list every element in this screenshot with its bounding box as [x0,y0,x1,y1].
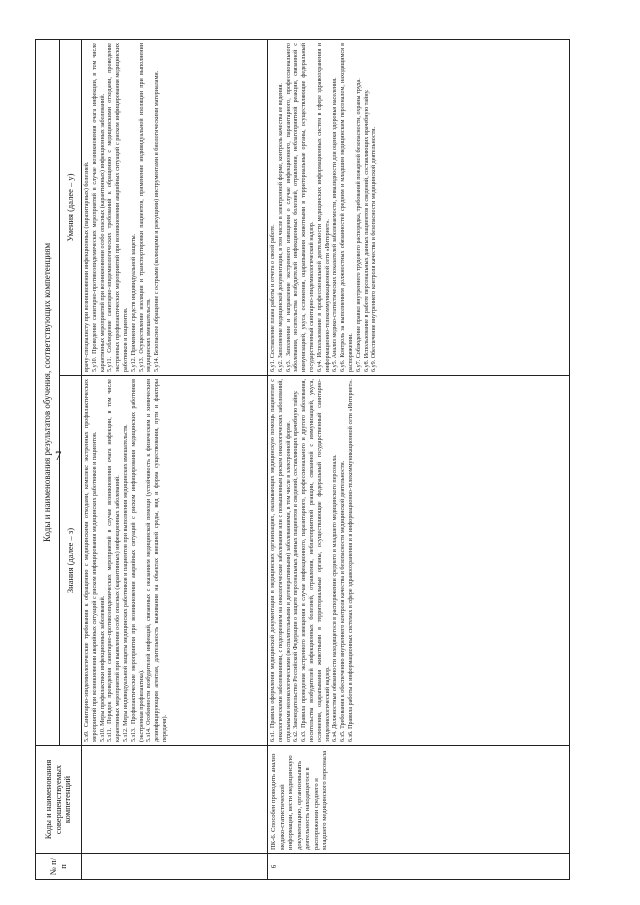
knowledge-item: 5.з13. Профилактические мероприятия при возникновении аварийных ситуаций с риском инфицирования медицинских работников (экстренная профилактика). [130,379,145,742]
header-knowledge: Знания (далее – з) [60,376,82,746]
skill-item: 5.у11. Соблюдение санитарно-эпидемиологических требований к обращению с медицинскими отходами, проведение экстренных профилактических мероприятий при возникновении аварийных ситуаций с риском инфицирования медицинских работников и пациентов. [107,43,129,372]
page-number: 7 [55,448,62,463]
row-number: 6 [268,854,570,880]
skill-item: 5.у13. Осуществление изоляции и транспортировки пациентов, применение индивидуальной изоляции при выполнении медицинских вмешательств. [138,43,153,372]
skill-item: 5.у14. Безопасное обращение с острыми (колющими и режущими) инструментами и биологическими материалами. [154,70,161,372]
skill-item: 6.у5. Анализ медико-статистических показателей заболеваемости, инвалидности для оценки здоровья населения. [332,77,339,372]
knowledge-item: 6.з2. Законодательство Российской Федерации о защите персональных данных пациентов и сведений, составляющих врачебную тайну. [293,390,300,742]
knowledge-item: 6.з6. Правила работы в информационных системах в сфере здравоохранения и в информационно-телекоммуникационной сети «Интернет». [347,379,354,742]
knowledge-item: 5.з9. Санитарно-эпидемиологические требования к обращению с медицинскими отходами, комплекс экстренных профилактических мероприятий при возникновении аварийных ситуаций с риском инфицирования медицинских работников и пациентов. [84,379,98,742]
competency-code: ПК-6. Способен проводить анализ медико-статистической информации, вести медицинскую документацию, организовывать деятельность находящегося в распоряжении среднего и младшего медицинского персонала [268,746,570,854]
knowledge-item: 6.з1. Правила оформления медицинской документации в медицинских организациях, оказывающих медицинскую помощь пациентам с онкологическими заболеваниями, с подозрением на онкологические заболевания или с повышенным риском онкологических заболеваний, отдельными неонкологическими (воспалительными и дегенеративными) заболеваниями, в том числе в электронной форме. [270,379,292,742]
skills-cell [82,40,268,376]
header-competency-code: Коды и наименования совершенствуемых компетенций [36,746,82,854]
knowledge-item: 5.з14. Особенности возбудителей инфекций, связанных с оказанием медицинской помощи (устойчивость к физическим и химическим дезинфицирующим агентам, длительность выживания на объектах внешней среды, вид и форма существования, пути и факторы передачи). [146,379,168,742]
skill-item: 6.у2. Заполнение медицинской документации, в том числе в электронной форме, контроль качества ее ведения. [277,83,284,372]
skill-item: 6.у3. Заполнение и направление экстренного извещения о случае инфекционного, паразитарного, профессионального заболевания, носительства возбудителей инфекционных болезней, отравления, неблагоприятной реакции, связанной с иммунизацией, укуса, ослюнения, оцарапывания животными в территориальные органы, осуществляющие федеральный государственный санитарно-эпидемиологический надзор. [285,43,315,372]
skill-item: 6.у8. Использование в работе персональных данных пациентов и сведений, составляющих врачебную тайну. [363,89,370,372]
skill-item: врачу-специалисту при возникновении инфекционных (паразитарных) болезней. [84,161,90,372]
competency-table-sheet [35,40,570,880]
competency-code [82,746,268,854]
table-row [82,40,268,880]
knowledge-item: 6.з5. Требования к обеспечению внутреннего контроля качества и безопасности медицинской деятельности. [340,460,347,742]
skill-item: 6.у1. Составление плана работы и отчета о своей работе. [270,224,276,372]
header-skills: Умения (далее – у) [60,40,82,376]
table-row [268,40,570,880]
skill-item: 6.у7. Соблюдение правил внутреннего трудового распорядка, требований пожарной безопасности, охраны труда. [355,78,362,372]
knowledge-item: 5.з10. Меры профилактики инфекционных заболеваний. [99,595,106,742]
skill-item: 6.у6. Контроль за выполнением должностных обязанностей средним и младшим медицинским персоналом, находящимся в распоряжении. [340,43,354,372]
header-learning-outcomes: Коды и наименования результатов обучения, соответствующих компетенциям [36,40,60,746]
skill-item: 5.у10. Проведение санитарно-противоэпидемических мероприятий в случае возникновения очага инфекции, в том числе карантинных мероприятий при возникновении особо опасных (карантинных) инфекционных заболеваний. [91,43,106,372]
skill-item: 5.у12. Применение средств индивидуальной защиты. [130,233,137,372]
knowledge-cell [268,376,570,746]
skills-cell [268,40,570,376]
knowledge-item: 5.з11. Порядок проведения санитарно-противоэпидемических мероприятий в случае возникновения очага инфекции, в том числе карантинных мероприятий при выявлении особо опасных (карантинных) инфекционных заболеваний. [107,379,122,742]
knowledge-cell [82,376,268,746]
knowledge-item: 6.з4. Должностные обязанности находящегося в распоряжении среднего и младшего медицинского персонала. [332,454,339,742]
row-number [82,854,268,880]
competency-table [35,39,570,880]
header-number: № п/п [36,854,82,880]
knowledge-item: 5.з12. Меры индивидуальной защиты медицинских работников и пациентов при выполнении медицинских вмешательств. [122,424,129,742]
knowledge-item: 6.з3. Правила проведения экстренного извещения в случае инфекционного, паразитарного, профессионального и другого заболевания, носительства возбудителей инфекционных болезней, отравления, неблагоприятной реакции, связанной с иммунизацией, укуса, ослюнения, оцарапывания животными в территориальные органы, осуществляющие федеральный государственный санитарно-эпидемиологический надзор. [301,379,331,742]
skill-item: 6.у4. Использование в профессиональной деятельности медицинских информационных систем в сфере здравоохранения и информационно-телекоммуникационной сети «Интернет». [316,43,331,372]
skill-item: 6.у9. Обеспечение внутреннего контроля качества и безопасности медицинской деятельности. [371,126,378,372]
